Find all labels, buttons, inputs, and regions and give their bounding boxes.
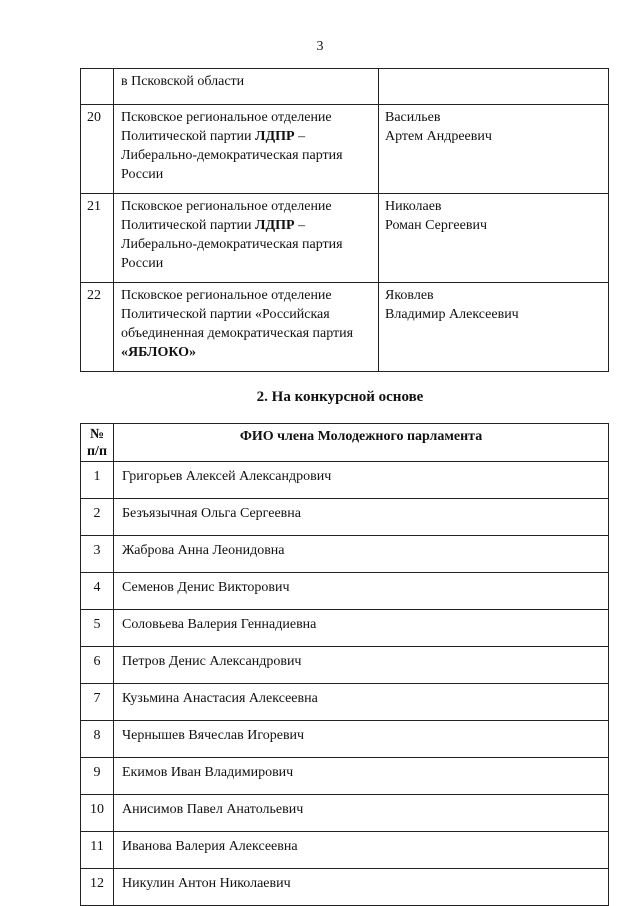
organization-cell (114, 194, 379, 283)
table-row (81, 105, 609, 194)
member-number: 5 (81, 610, 114, 647)
table-row (81, 283, 609, 372)
member-name: Григорьев Алексей Александрович (114, 462, 609, 499)
table-row (81, 795, 609, 832)
member-name: Анисимов Павел Анатольевич (114, 795, 609, 832)
organization-line: Псковское региональное отделение (121, 110, 332, 125)
representative-cell (379, 69, 609, 105)
organization-line: Политической партии ЛДПР – (121, 218, 306, 233)
representative-cell (379, 283, 609, 372)
number-column-header: № п/п (81, 424, 114, 462)
member-number: 12 (81, 869, 114, 906)
organization-line: Политической партии «Российская (121, 307, 330, 322)
organization-line (121, 343, 372, 362)
member-number: 3 (81, 536, 114, 573)
organization-cell (114, 105, 379, 194)
row-number: 20 (81, 105, 114, 194)
table-row (81, 832, 609, 869)
table-row (81, 758, 609, 795)
representative-surname: Васильев (385, 110, 441, 125)
representative-surname: Николаев (385, 199, 442, 214)
table-row (81, 536, 609, 573)
member-name: Семенов Денис Викторович (114, 573, 609, 610)
members-table-header (81, 424, 609, 462)
table-row (81, 194, 609, 283)
row-number: 21 (81, 194, 114, 283)
table-row (81, 721, 609, 758)
member-number: 7 (81, 684, 114, 721)
organization-line: Псковское региональное отделение (121, 199, 332, 214)
table-row (81, 573, 609, 610)
member-name: Жаброва Анна Леонидовна (114, 536, 609, 573)
party-name-bold: ЛДПР (255, 218, 295, 233)
party-name-bold: «ЯБЛОКО» (121, 345, 197, 360)
member-number: 4 (81, 573, 114, 610)
member-name: Петров Денис Александрович (114, 647, 609, 684)
members-table (80, 423, 609, 906)
member-name: Екимов Иван Владимирович (114, 758, 609, 795)
table-row (81, 647, 609, 684)
member-number: 10 (81, 795, 114, 832)
organizations-table (80, 68, 609, 372)
member-name: Соловьева Валерия Геннадиевна (114, 610, 609, 647)
table-row (81, 462, 609, 499)
representative-given-names: Владимир Алексеевич (385, 307, 519, 322)
organization-line: в Псковской области (121, 74, 245, 89)
page-number: 3 (316, 39, 324, 54)
members-table-body (81, 462, 609, 906)
representative-surname: Яковлев (385, 288, 434, 303)
representative-cell (379, 105, 609, 194)
row-number: 22 (81, 283, 114, 372)
member-number: 2 (81, 499, 114, 536)
member-number: 9 (81, 758, 114, 795)
organization-line: Либерально-демократическая партия (121, 237, 343, 252)
member-name: Иванова Валерия Алексеевна (114, 832, 609, 869)
member-name: Чернышев Вячеслав Игоревич (114, 721, 609, 758)
representative-cell (379, 194, 609, 283)
member-number: 1 (81, 462, 114, 499)
section-heading: 2. На конкурсной основе (256, 389, 424, 405)
organization-cell (114, 283, 379, 372)
member-number: 6 (81, 647, 114, 684)
table-row (81, 610, 609, 647)
name-column-header: ФИО члена Молодежного парламента (114, 424, 609, 462)
table-row (81, 869, 609, 906)
member-number: 8 (81, 721, 114, 758)
organization-line: Псковское региональное отделение (121, 288, 332, 303)
table-row-continuation (81, 69, 609, 105)
member-name: Безъязычная Ольга Сергеевна (114, 499, 609, 536)
member-name: Никулин Антон Николаевич (114, 869, 609, 906)
representative-given-names: Артем Андреевич (385, 129, 492, 144)
member-name: Кузьмина Анастасия Алексеевна (114, 684, 609, 721)
member-number: 11 (81, 832, 114, 869)
table-row (81, 499, 609, 536)
representative-given-names: Роман Сергеевич (385, 218, 487, 233)
organization-line: Либерально-демократическая партия (121, 148, 343, 163)
party-name-bold: ЛДПР (255, 129, 295, 144)
organization-line: России (121, 256, 164, 271)
organization-line: России (121, 167, 164, 182)
organization-line: объединенная демократическая партия (121, 326, 354, 341)
table-row (81, 684, 609, 721)
organization-cell (114, 69, 379, 105)
row-number-cell (81, 69, 114, 105)
organization-line: Политической партии ЛДПР – (121, 129, 306, 144)
